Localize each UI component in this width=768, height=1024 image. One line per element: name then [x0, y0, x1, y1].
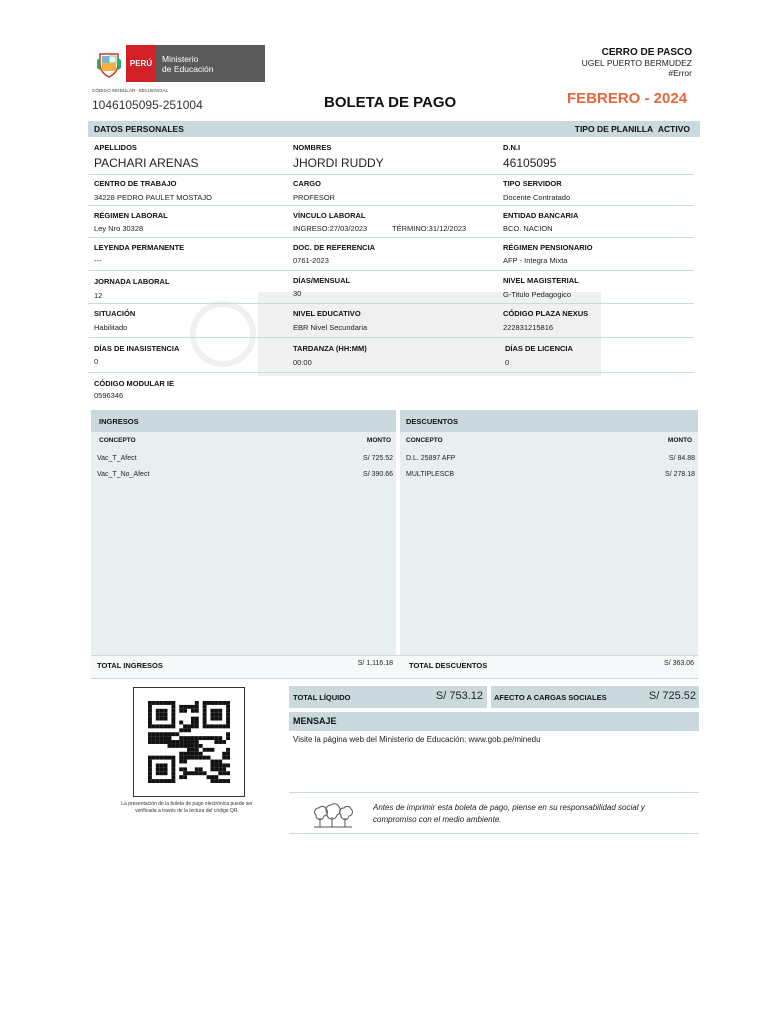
descuentos-title: DESCUENTOS: [406, 417, 458, 426]
ingresos-title: INGRESOS: [99, 417, 139, 426]
entidad-value: BCO. NACION: [503, 224, 553, 233]
mensaje-bar: [289, 712, 699, 731]
total-descuentos-value: S/ 363.06: [664, 660, 694, 667]
modular-ie-label: CÓDIGO MODULAR IE: [94, 379, 174, 388]
trees-icon: [312, 801, 354, 834]
centro-label: CENTRO DE TRABAJO: [94, 179, 177, 188]
period: FEBRERO - 2024: [567, 90, 688, 107]
seq-label: CÓDIGO MODULAR- SECUENCIAL: [92, 88, 169, 93]
divider: [88, 205, 694, 206]
jornada-value: 12: [94, 291, 103, 300]
descuentos-panel: [400, 410, 698, 655]
descuentos-row-concepto: MULTIPLESCB: [406, 471, 455, 478]
regimen-value: Ley Nro 30328: [94, 224, 144, 233]
error-text: #Error: [668, 68, 692, 78]
ingresos-row-concepto: Vac_T_No_Afect: [97, 471, 150, 478]
plaza-value: 222831215816: [503, 323, 554, 332]
apellidos-label: APELLIDOS: [94, 143, 137, 152]
divider: [289, 792, 699, 793]
descuentos-row-monto: S/ 84.88: [668, 455, 695, 462]
cargas-value: S/ 725.52: [648, 690, 696, 702]
cargas-box: [491, 686, 699, 708]
qr-code-icon: [148, 701, 230, 783]
peru-label: PERÚ: [126, 45, 156, 82]
descuentos-row-concepto: D.L. 25897 AFP: [406, 455, 456, 462]
total-ingresos-value: S/ 1,116.18: [357, 660, 393, 667]
centro-value: 34228 PEDRO PAULET MOSTAJO: [94, 193, 212, 202]
total-descuentos-label: TOTAL DESCUENTOS: [409, 661, 488, 670]
situacion-label: SITUACIÓN: [94, 309, 136, 318]
divider: [88, 174, 694, 175]
nivel-mag-value: G-Titulo Pedagogico: [503, 290, 572, 299]
doc-ref-label: DOC. DE REFERENCIA: [293, 243, 376, 252]
nombres-value: JHORDI RUDDY: [293, 156, 384, 170]
personal-section-title: DATOS PERSONALES: [94, 124, 184, 134]
vinculo-ingreso: INGRESO:27/03/2023: [293, 224, 368, 233]
region: CERRO DE PASCO: [601, 47, 692, 58]
descuentos-col-concepto: CONCEPTO: [406, 437, 443, 444]
total-liquido-value: S/ 753.12: [435, 690, 483, 702]
qr-note: La presentación de la boleta de pago electrónica puede ser verificada a través de la lectura del código QR.: [121, 801, 253, 814]
descuentos-row-monto: S/ 278.18: [665, 471, 695, 478]
tipo-servidor-value: Docente Contratado: [503, 193, 571, 202]
pensionario-label: RÉGIMEN PENSIONARIO: [503, 243, 593, 252]
pensionario-value: AFP - Integra Mixta: [503, 256, 568, 265]
eco-note: Antes de imprimir esta boleta de pago, piense en su responsabilidad social y compromiso con el medio ambiente.: [373, 803, 645, 824]
nivel-edu-value: EBR Nivel Secundaria: [293, 323, 368, 332]
personal-section-bar: [88, 121, 700, 137]
nombres-label: NOMBRES: [293, 143, 332, 152]
dni-label: D.N.I: [503, 143, 521, 152]
ingresos-col-concepto: CONCEPTO: [99, 437, 136, 444]
ingresos-row-monto: S/ 390.66: [363, 471, 393, 478]
mensaje-label: MENSAJE: [293, 716, 337, 726]
mensaje-text: Visite la página web del Ministerio de Educación: www.gob.pe/minedu: [293, 735, 541, 744]
ingresos-col-monto: MONTO: [366, 437, 391, 444]
leyenda-value: ---: [94, 256, 102, 265]
doc-ref-value: 0761-2023: [293, 256, 329, 265]
licencia-value: 0: [505, 358, 510, 367]
plaza-label: CÓDIGO PLAZA NEXUS: [503, 309, 589, 318]
divider: [88, 303, 694, 304]
jornada-label: JORNADA LABORAL: [94, 277, 170, 286]
modular-ie-value: 0596346: [94, 391, 124, 400]
dias-mensual-label: DÍAS/MENSUAL: [293, 276, 351, 285]
vinculo-termino: TÉRMINO:31/12/2023: [392, 224, 467, 233]
dni-value: 46105095: [503, 156, 557, 170]
inasistencia-label: DÍAS DE INASISTENCIA: [94, 344, 180, 353]
regimen-label: RÉGIMEN LABORAL: [94, 211, 168, 220]
entidad-label: ENTIDAD BANCARIA: [503, 211, 579, 220]
totals-row: [91, 655, 698, 679]
tardanza-label: TARDANZA (HH:MM): [293, 344, 367, 353]
tipo-servidor-label: TIPO SERVIDOR: [503, 179, 562, 188]
vinculo-label: VÍNCULO LABORAL: [293, 211, 366, 220]
cargas-label: AFECTO A CARGAS SOCIALES: [494, 693, 607, 702]
coat-of-arms-icon: [92, 45, 126, 82]
nivel-edu-label: NIVEL EDUCATIVO: [293, 309, 361, 318]
divider: [289, 833, 699, 834]
nivel-mag-label: NIVEL MAGISTERIAL: [503, 276, 579, 285]
total-ingresos-label: TOTAL INGRESOS: [97, 661, 163, 670]
minedu-logo: [92, 45, 265, 82]
licencia-label: DÍAS DE LICENCIA: [505, 344, 573, 353]
header-right: [582, 47, 692, 78]
divider: [88, 270, 694, 271]
ministry-name: Ministerio de Educación: [156, 45, 265, 82]
ingresos-row-monto: S/ 725.52: [363, 455, 393, 462]
total-liquido-box: [289, 686, 487, 708]
seq-value: 1046105095-251004: [92, 98, 203, 112]
watermark: [183, 292, 601, 376]
ingresos-panel: [91, 410, 396, 655]
total-liquido-label: TOTAL LÍQUIDO: [293, 693, 351, 702]
tardanza-value: 00:00: [293, 358, 312, 367]
inasistencia-value: 0: [94, 357, 99, 366]
planilla: TIPO DE PLANILLA ACTIVO: [574, 124, 690, 134]
situacion-value: Habilitado: [94, 323, 128, 332]
divider: [88, 372, 694, 373]
cargo-value: PROFESOR: [293, 193, 336, 202]
cargo-label: CARGO: [293, 179, 321, 188]
descuentos-col-monto: MONTO: [667, 437, 692, 444]
divider: [88, 337, 694, 338]
leyenda-label: LEYENDA PERMANENTE: [94, 243, 185, 252]
descuentos-header: [400, 410, 698, 432]
divider: [88, 237, 694, 238]
apellidos-value: PACHARI ARENAS: [94, 156, 199, 170]
dias-mensual-value: 30: [293, 289, 302, 298]
ingresos-row-concepto: Vac_T_Afect: [97, 455, 137, 462]
qr-code: [133, 687, 245, 797]
ingresos-header: [91, 410, 396, 432]
ugel: UGEL PUERTO BERMUDEZ: [581, 58, 692, 68]
doc-title: BOLETA DE PAGO: [324, 94, 457, 111]
